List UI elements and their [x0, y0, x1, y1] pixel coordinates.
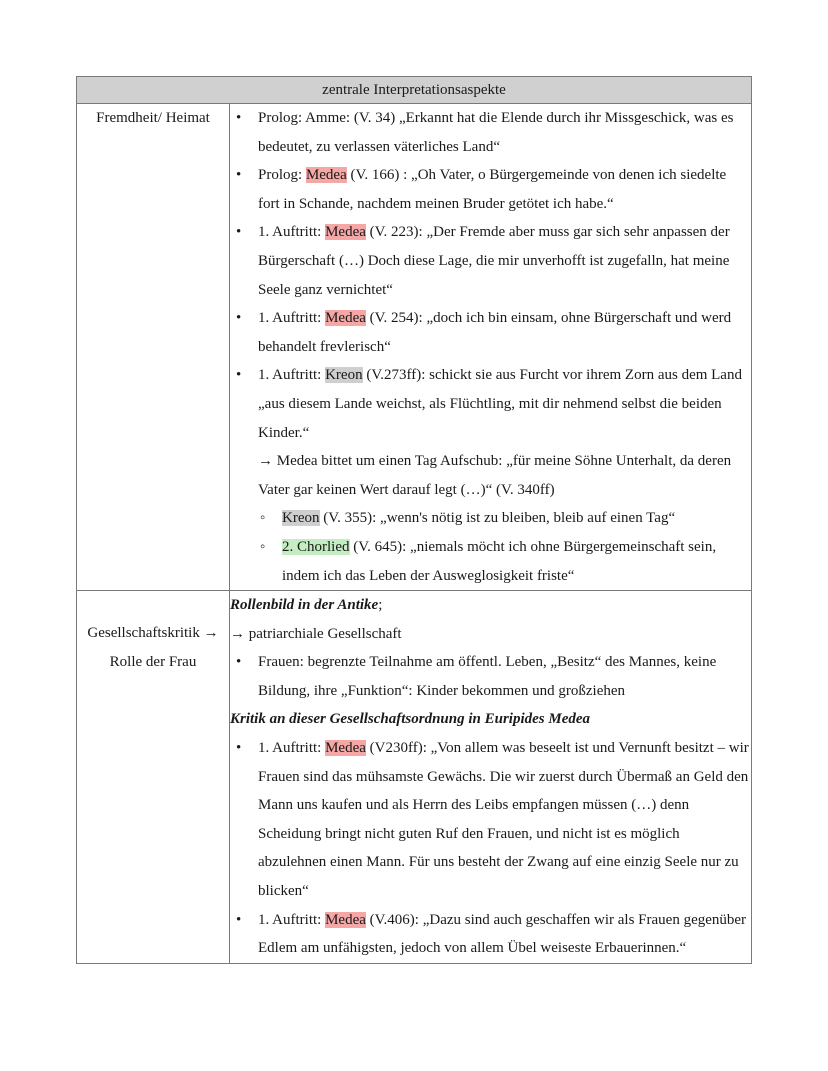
- item-text: (V.406): „Dazu sind auch geschaffen wir als Frauen gegenüber Edlem am unfähigsten, jedoch von allem Übel weiseste Erbauerinnen.“: [258, 911, 747, 957]
- bullet-list: [230, 104, 751, 590]
- highlight-medea: Medea: [325, 740, 366, 757]
- row-content-cell: [230, 591, 752, 964]
- table-header-row: [77, 77, 752, 104]
- sub-list: [258, 504, 751, 590]
- heading-text: Rollenbild in der Antike: [230, 597, 379, 614]
- item-text: 1. Auftritt:: [258, 224, 326, 241]
- heading-suffix: ;: [378, 597, 383, 614]
- highlight-kreon: Kreon: [282, 510, 320, 527]
- item-text: 1. Auftritt:: [258, 911, 326, 928]
- item-text: 1. Auftritt:: [258, 740, 326, 757]
- item-text: (V. 223): „Der Fremde aber muss gar sich sehr anpassen der Bürgerschaft (…) Doch diese Lage, die mir unverhofft ist zugefalln, hat meine Seele ganz vernichtet“: [258, 224, 730, 298]
- interpretation-table: [76, 76, 752, 964]
- item-text: (V. 254): „doch ich bin einsam, ohne Bürgerschaft und werd behandelt frevlerisch“: [258, 310, 732, 355]
- bullet-list: [230, 648, 751, 705]
- item-text: (V230ff): „Von allem was beseelt ist und Vernunft besitzt – wir Frauen sind das mühsamste Gewächs. Die wir zuerst durch Übermaß an Geld den Mann uns kaufen und als Herrn des Leibs empfangen müssen (…) denn Scheidung bringt nicht guten Ruf den Frauen, und nicht ist es möglich abzulehnen einen Mann. Für uns besteht der Zwang auf eine einzig Seele nur zu blicken“: [258, 740, 749, 900]
- section-heading: [230, 591, 751, 620]
- list-item: [258, 734, 751, 906]
- list-item: [258, 648, 751, 705]
- item-text: 1. Auftritt:: [258, 367, 326, 384]
- highlight-chorlied: 2. Chorlied: [282, 538, 350, 555]
- item-text: (V. 645): „niemals möcht ich ohne Bürgergemeinschaft sein, indem ich das Leben der Ausweglosigkeit friste“: [282, 538, 717, 584]
- sub-list-item: [282, 504, 751, 533]
- list-item: [258, 218, 751, 304]
- section-heading: Kritik an dieser Gesellschaftsordnung in Euripides Medea: [230, 711, 591, 728]
- table-header: zentrale Interpretationsaspekte: [77, 77, 752, 104]
- item-text: Prolog: Amme: (V. 34) „Erkannt hat die Elende durch ihr Missgeschick, was es bedeutet, zu verlassen väterliches Land“: [258, 110, 734, 155]
- list-item: [258, 304, 751, 361]
- list-item: [258, 104, 751, 161]
- list-item: [258, 361, 751, 590]
- list-item: [258, 906, 751, 963]
- item-text: Frauen: begrenzte Teilnahme am öffentl. Leben, „Besitz“ des Mannes, keine Bildung, ihre „Funktion“: Kinder bekommen und großziehen: [258, 654, 717, 699]
- highlight-medea: Medea: [305, 167, 347, 184]
- highlight-medea: Medea: [325, 224, 366, 241]
- arrow-note: → patriarchiale Gesellschaft: [230, 625, 402, 642]
- highlight-kreon: Kreon: [325, 367, 363, 384]
- row-content-cell: [230, 104, 752, 591]
- item-text: (V. 166) : „Oh Vater, o Bürgergemeinde von denen ich siedelte fort in Schande, nachdem meinen Bruder getötet ich habe.“: [258, 167, 727, 212]
- highlight-medea: Medea: [325, 310, 366, 327]
- item-text: (V.273ff): schickt sie aus Furcht vor ihrem Zorn aus dem Land „aus diesem Lande weichst, als Flüchtling, mit dir nehmend selbst die beiden Kinder.“: [258, 367, 742, 441]
- table-row: [77, 104, 752, 591]
- arrow-note: → Medea bittet um einen Tag Aufschub: „für meine Söhne Unterhalt, da deren Vater gar keinen Wert darauf legt (…)“ (V. 340ff): [258, 453, 732, 498]
- bullet-list: [230, 734, 751, 963]
- sub-list-item: [282, 533, 751, 590]
- highlight-medea: Medea: [325, 911, 366, 928]
- row-label: Gesellschaftskritik → Rolle der Frau: [87, 625, 219, 670]
- row-label-cell: [77, 591, 230, 964]
- item-text: 1. Auftritt:: [258, 310, 326, 327]
- item-text: Prolog:: [258, 167, 306, 184]
- table-row: [77, 591, 752, 964]
- row-label-cell: [77, 104, 230, 591]
- row-label: Fremdheit/ Heimat: [96, 110, 210, 126]
- item-text: (V. 355): „wenn's nötig ist zu bleiben, bleib auf einen Tag“: [319, 510, 676, 527]
- list-item: [258, 161, 751, 218]
